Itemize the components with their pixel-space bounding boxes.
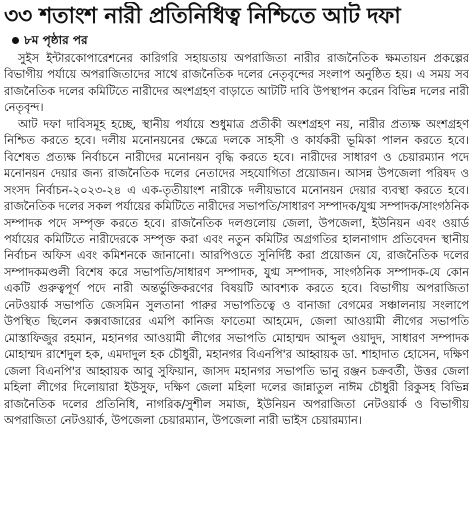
article-paragraph: আট দফা দাবিসমূহ হচ্ছে, স্থানীয় পর্যায়ে শুধুমাত্র প্রতীকী অংশগ্রহণ নয়, নারীর প্রত্যক্ষ অংশগ্রহণ নিশ্চিত করতে হবে। দলীয় মনোনয়নের ক্ষেত্রে দলকে সাহসী ও কার্যকরী ভূমিকা পালন করতে হবে। বিশেষত প্রত্যক্ষ নির্বাচনে নারীদের মনোনয়ন বৃদ্ধি করতে হবে। নারীদের সাধারণ ও চেয়ারম্যান পদে মনোনয়ন দেয়ার জন্য রাজনৈতিক দলের নেতাদের সহযোগিতা প্রয়োজন। আসন্ন উপজেলা পরিষদ ও সংসদ নির্বাচন-২০২৩-২৪ এ এক-তৃতীয়াংশ নারীকে দলীয়ভাবে মনোনয়ন দেয়ার ব্যবস্থা করতে হবে। রাজনৈতিক দলের সকল পর্যায়ের কমিটিতে নারীদের সভাপতি/সাধারণ সম্পাদক/যুগ্ম সম্পাদক/সাংগঠনিক সম্পাদক পদে সম্পৃক্ত করতে হবে। রাজনৈতিক দলগুলোয় জেলা, উপজেলা, ইউনিয়ন এবং ওয়ার্ড পর্যায়ের কমিটিতে নারীদেরকে সম্পৃক্ত করা এবং নতুন কমিটির অগ্রগতির হালনাগাদ প্রতিবেদন স্থানীয় নির্বাচন অফিস এবং কমিশনকে জানানো। আরপিওতে সুনির্দিষ্ট করা প্রয়োজন যে, রাজনৈতিক দলের সম্পাদকমণ্ডলী বিশেষ করে সভাপতি/সাধারণ সম্পাদক, যুগ্ম সম্পাদক, সাংগঠনিক সম্পাদক-যে কোন একটি গুরুত্বপূর্ণ পদে নারী অন্তর্ভুক্তিকরণের বিষয়টি আবশ্যক করতে হবে। বিভাগীয় অপরাজিতা নেটওয়ার্ক সভাপতি জেসমিন সুলতানা পারুর সভাপতিত্বে ও বানাজা বেগমের সঞ্চালনায় সংলাপে উপস্থিত ছিলেন কক্সবাজারের এমপি কানিজ ফাতেমা আহমেদ, জেলা আওয়ামী লীগের সভাপতি মোস্তাফিজুর রহমান, মহানগর আওয়ামী লীগের সভাপতি মোহাম্মদ আব্দুল ওয়াদুদ, সাধারণ সম্পাদক মোহাম্মদ রাশেদুল হক, এমদাদুল হক চৌধুরী, মহানগর বিএনপি'র আহ্বায়ক ডা. শাহাদাত হোসেন, দক্ষিণ জেলা বিএনপি'র আহ্বায়ক আবু সুফিয়ান, জাসদ মহানগর সভাপতি ভানু রঞ্জন চক্রবর্তী, উত্তর জেলা মহিলা লীগের দিলোয়ারা ইউসুফ, দক্ষিণ জেলা মহিলা দলের জান্নাতুল নাঈম চৌধুরী রিকুসহ বিভিন্ন রাজনৈতিক দলের প্রতিনিধি, নাগরিক/সুশীল সমাজ, ইউনিয়ন অপরাজিতা নেটওয়ার্ক ও বিভাগীয় অপরাজিতা নেটওয়ার্ক, উপজেলা চেয়ারম্যান, উপজেলা নারী ভাইস চেয়ারম্যান।: [4, 116, 469, 427]
article-body: [4, 50, 469, 428]
bullet-icon: [12, 37, 19, 44]
news-article: [4, 2, 469, 526]
continuation-label: ৮ম পৃষ্ঠার পর: [24, 33, 88, 47]
continuation-note: [12, 32, 469, 48]
article-paragraph: সুইস ইন্টারকোপারেশনের কারিগরি সহায়তায় অপরাজিতা নারীর রাজনৈতিক ক্ষমতায়ন প্রকল্পের বিভাগীয় পর্যায়ে অপরাজিতাদের সাথে রাজনৈতিক দলের নেতৃবৃন্দের সংলাপ অনুষ্ঠিত হয়। এ সময় সব রাজনৈতিক দলের কমিটিতে নারীদের অংশগ্রহণ বাড়াতে আটটি দাবি উপস্থাপন করেন বিভিন্ন দলের নারী নেতৃবৃন্দ।: [4, 51, 469, 115]
article-headline: ৩৩ শতাংশ নারী প্রতিনিধিত্ব নিশ্চিতে আট দফা: [4, 4, 401, 29]
